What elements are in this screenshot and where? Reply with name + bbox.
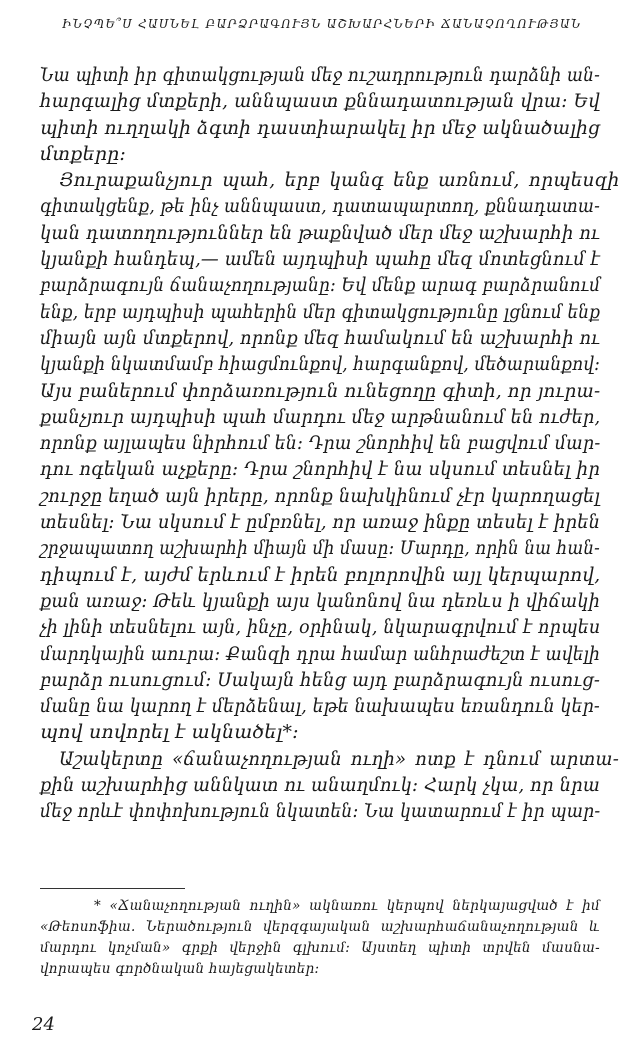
body-line: պիտի ուղղակի ձգտի դաստիարակել իր մեջ ակնածալից: [40, 116, 601, 139]
body-line: մարդկային աուրա: Քանզի դրա համար անհրաժեշտ է ավելի: [40, 642, 600, 665]
body-line: տեսնել: Նա սկսում է ըմբռնել, որ առաջ ինքը տեսել է իրեն: [40, 511, 601, 534]
body-line: որոնք այլապես նիրհում են: Դրա շնորհիվ են բացվում մար-: [40, 432, 601, 455]
body-line: Աշակերտը «ճանաչողության ուղի» ոտք է դնում արտա-: [58, 747, 620, 770]
footnote: [40, 896, 600, 980]
body-line: մանը նա կարող է մերձենալ, եթե նախապես եռանդուն կեր-: [40, 695, 600, 718]
body-line: մտքերը:: [40, 142, 127, 165]
body-line: քան առաջ: Թեև կյանքի այս կանոնով նա դեռևս ի վիճակի: [40, 589, 600, 612]
body-line: կյանքի հանդեպ,— ամեն այդպիսի պահը մեզ մոտեցնում է: [40, 248, 601, 271]
body-line: շուրջը եղած այն իրերը, որոնք նախկինում չէր կարողացել: [40, 484, 601, 507]
body-line: պով սովորել է ակնածել*:: [40, 721, 299, 744]
body-line: ենք, երբ այդպիսի պահերին մեր գիտակցությունը լցնում ենք: [40, 300, 601, 323]
running-header: ԻՆՉՊԵ՞Ս ՀԱՍՆԵԼ ԲԱՐՁՐԱԳՈՒՅՆ ԱՇԽԱՐՀՆԵՐԻ ՃԱՆԱՉՈՂՈՒԹՅԱՆ: [62, 16, 582, 31]
body-line: բարձր ուսուցում: Սակայն հենց այդ բարձրագույն ուսուց-: [40, 668, 601, 691]
body-line: չի լինի տեսնելու այն, ինչը, օրինակ, նկարագրվում է որպես: [40, 616, 601, 639]
body-line: քանչյուր այդպիսի պահ մարդու մեջ արթնանում են ուժեր,: [40, 405, 601, 428]
body-line: Յուրաքանչյուր պահ, երբ կանգ ենք առնում, որպեսզի: [59, 169, 620, 192]
footnote-line: մարդու կոչման» գրքի վերջին գլխում: Այստեղ պիտի տրվեն մասնա-: [40, 940, 600, 956]
body-line: մեջ որևէ փոփոխություն նկատեն: Նա կատարում է իր պար-: [40, 800, 601, 823]
body-line: միայն այն մտքերով, որոնք մեզ համակում են աշխարհի ու: [40, 326, 601, 349]
body-line: կյանքի նկատմամբ հիացմունքով, հարգանքով, մեծարանքով:: [40, 353, 601, 376]
body-line: կան դատողություններ են թաքնված մեր մեջ աշխարհի ու: [40, 221, 601, 244]
body-line: դիպում է, այժմ երևում է իրեն բոլորովին այլ կերպարով,: [40, 563, 601, 586]
body-line: դու ոգեկան աչքերը: Դրա շնորհիվ է նա սկսում տեսնել իր: [40, 458, 601, 481]
body-line: գիտակցենք, թե ինչ աննպաստ, դատապարտող, քննադատա-: [40, 195, 601, 218]
body-text: [40, 62, 620, 825]
body-line: հարգալից մտքերի, աննպաստ քննադատության վրա: Եվ: [40, 90, 600, 113]
body-line: շրջապատող աշխարհի միայն մի մասը: Մարդը, որին նա հան-: [40, 537, 600, 560]
body-line: Նա պիտի իր գիտակցության մեջ ուշադրություն դարձնի ան-: [40, 64, 601, 86]
footnote-line: * «Ճանաչողության ուղին» ակնառու կերպով ներկայացված է իմ: [94, 898, 600, 914]
body-line: Այս բաներում փորձառություն ունեցողը գիտի, որ յուրա-: [40, 379, 601, 402]
footnote-divider: [40, 888, 185, 889]
body-line: քին աշխարհից աննկատ ու անաղմուկ: Հարկ չկա, որ նրա: [40, 774, 601, 797]
page-number: 24: [32, 1014, 55, 1035]
body-line: բարձրագույն ճանաչողությանը: Եվ մենք արագ բարձրանում: [40, 274, 601, 297]
footnote-line: «Թեոսոֆիա. Ներածություն վերզգայական աշխարհաճանաչողության և: [40, 919, 600, 935]
footnote-line: վորապես գործնական հայեցակետեր:: [40, 961, 320, 977]
